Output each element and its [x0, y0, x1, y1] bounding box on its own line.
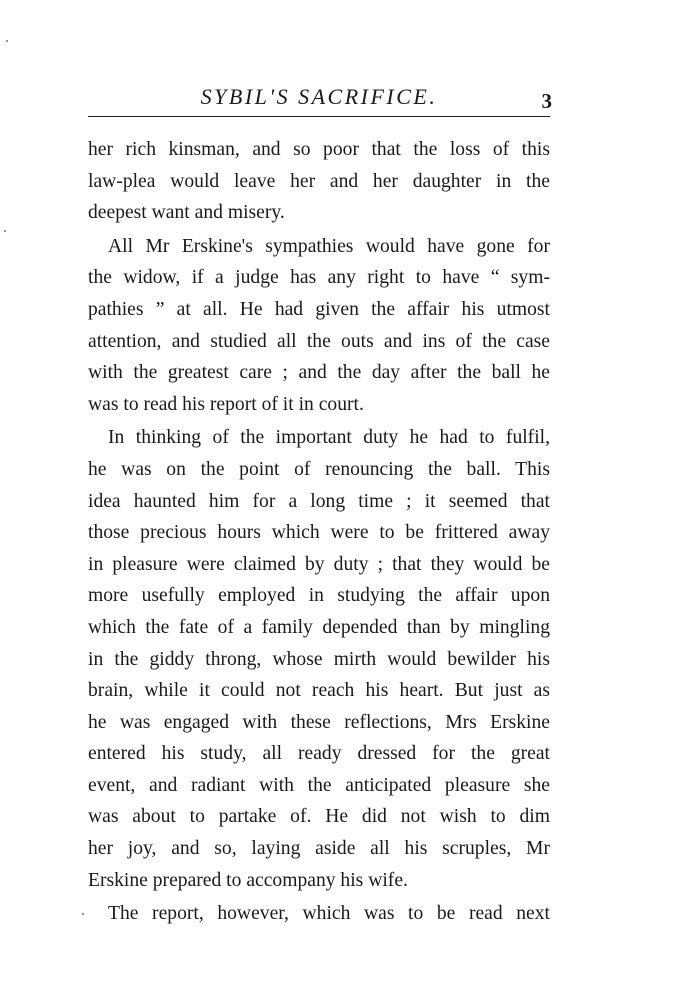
print-speck — [4, 230, 6, 232]
running-head — [88, 84, 550, 114]
header-rule — [88, 116, 550, 117]
text-line: In thinking of the important duty he had to fulfil, — [108, 427, 550, 449]
body-text — [88, 134, 550, 932]
text-line: attention, and studied all the outs and ins of the case — [88, 330, 550, 352]
page-number: 3 — [541, 89, 552, 113]
text-line: her joy, and so, laying aside all his scruples, Mr — [88, 838, 550, 860]
text-line: with the greatest care ; and the day after the ball he — [88, 362, 550, 384]
running-title: SYBIL'S SACRIFICE. — [200, 84, 438, 109]
text-line: was to read his report of it in court. — [88, 393, 364, 415]
text-line: law-plea would leave her and her daughter in the — [88, 170, 550, 192]
text-line: The report, however, which was to be read next — [108, 903, 550, 925]
text-line: entered his study, all ready dressed for the great — [88, 743, 550, 765]
text-line: idea haunted him for a long time ; it seemed that — [88, 490, 550, 512]
text-line: pathies ” at all. He had given the affair his utmost — [88, 298, 550, 320]
text-line: deepest want and misery. — [88, 202, 285, 224]
text-line: he was engaged with these reflections, Mrs Erskine — [88, 711, 550, 733]
text-line: the widow, if a judge has any right to have “ sym- — [88, 267, 550, 289]
text-line: brain, while it could not reach his heart. But just as — [88, 680, 550, 702]
text-line: which the fate of a family depended than by mingling — [88, 616, 550, 638]
paragraph-3 — [88, 422, 550, 896]
text-line: her rich kinsman, and so poor that the loss of this — [88, 139, 550, 160]
text-line: those precious hours which were to be frittered away — [88, 522, 550, 544]
text-line: more usefully employed in studying the affair upon — [88, 585, 550, 607]
text-line: Erskine prepared to accompany his wife. — [88, 869, 408, 891]
text-line: All Mr Erskine's sympathies would have gone for — [108, 235, 550, 257]
text-line: in the giddy throng, whose mirth would bewilder his — [88, 648, 550, 670]
paragraph-4 — [88, 898, 550, 930]
print-speck — [82, 913, 84, 915]
text-line: was about to partake of. He did not wish to dim — [88, 806, 550, 828]
text-line: in pleasure were claimed by duty ; that they would be — [88, 553, 550, 575]
text-line: event, and radiant with the anticipated pleasure she — [88, 774, 550, 796]
paragraph-1 — [88, 134, 550, 229]
paragraph-2 — [88, 231, 550, 421]
print-speck — [6, 40, 8, 42]
text-line: he was on the point of renouncing the ball. This — [88, 458, 550, 480]
